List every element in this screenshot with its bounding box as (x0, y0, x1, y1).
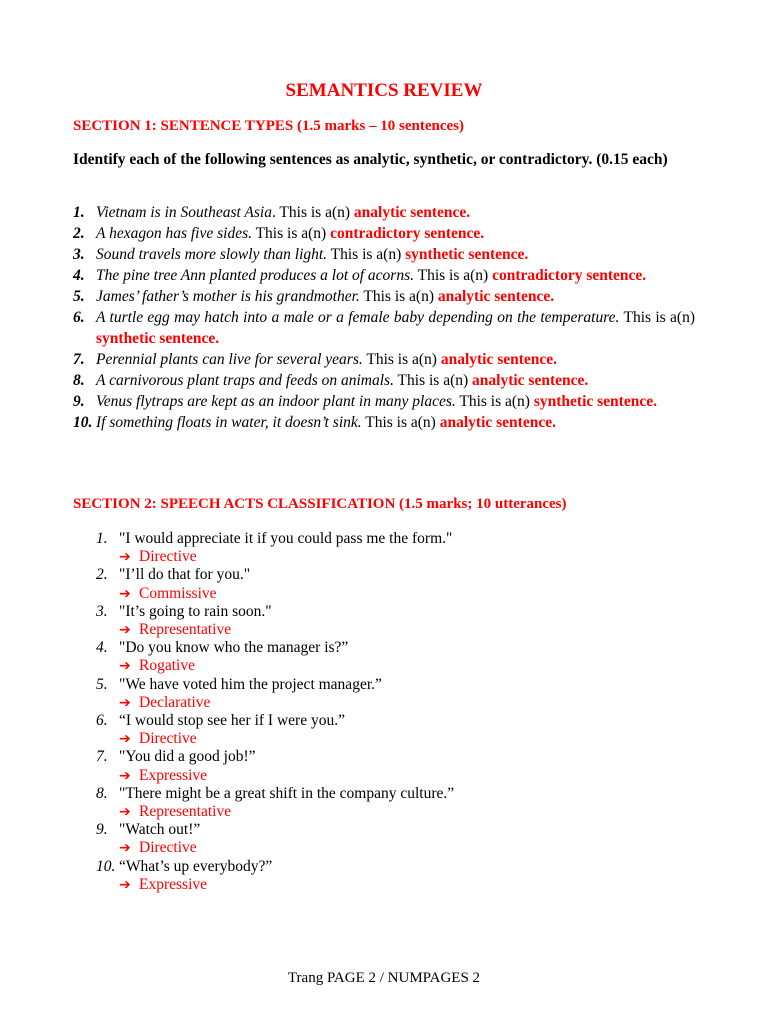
utterance-answer (119, 803, 656, 821)
right-arrow-icon: ➔ (119, 622, 131, 639)
sentence-tail: This is a(n) (327, 246, 406, 263)
utterance-number: 6. (96, 712, 108, 730)
utterance-number: 1. (96, 530, 108, 547)
sentence-number: 8. (73, 372, 85, 389)
right-arrow-icon: ➔ (119, 767, 131, 784)
utterance-number: 5. (96, 675, 108, 693)
utterance-item (96, 639, 656, 675)
section1-instructions: Identify each of the following sentences as analytic, synthetic, or contradictory. (0.15 each) (73, 151, 668, 168)
sentence-answer: analytic sentence. (440, 351, 558, 368)
speech-act-label: Commissive (139, 584, 217, 602)
right-arrow-icon: ➔ (119, 804, 131, 821)
utterance-text: "You did a good job!” (119, 748, 256, 766)
utterance-text: "There might be a great shift in the company culture.” (119, 784, 455, 802)
section1-list (73, 202, 695, 433)
utterance-answer (119, 585, 656, 603)
utterance-answer (119, 548, 656, 566)
speech-act-label: Representative (139, 803, 232, 821)
speech-act-label: Expressive (139, 766, 208, 784)
speech-act-label: Rogative (139, 657, 195, 675)
sentence-item (73, 370, 695, 391)
utterance-number: 4. (96, 639, 108, 657)
speech-act-label: Representative (139, 621, 232, 639)
utterance-number: 8. (96, 784, 108, 802)
utterance-answer (119, 657, 656, 675)
speech-act-label: Directive (139, 548, 197, 566)
section2-heading: SECTION 2: SPEECH ACTS CLASSIFICATION (1.5 marks; 10 utterances) (73, 496, 567, 512)
sentence-number: 6. (73, 309, 85, 326)
right-arrow-icon: ➔ (119, 876, 131, 893)
utterance-answer (119, 767, 656, 785)
sentence-tail: This is a(n) (359, 288, 438, 305)
utterance-text: “What’s up everybody?” (119, 857, 273, 875)
utterance-answer (119, 730, 656, 748)
speech-act-label: Declarative (139, 693, 211, 711)
sentence-item (73, 265, 695, 286)
sentence-text: Sound travels more slowly than light. (96, 246, 328, 263)
sentence-tail: This is a(n) (455, 393, 534, 410)
sentence-tail: This is a(n) (362, 351, 441, 368)
sentence-text: If something floats in water, it doesn’t sink. (96, 414, 362, 431)
utterance-answer (119, 694, 656, 712)
sentence-answer: analytic sentence. (353, 204, 471, 221)
utterance-text: "We have voted him the project manager.” (119, 675, 382, 693)
sentence-text: A turtle egg may hatch into a male or a female baby depending on the temperature. (96, 309, 620, 326)
sentence-answer: synthetic sentence. (533, 393, 657, 410)
sentence-answer: contradictory sentence. (492, 267, 647, 284)
right-arrow-icon: ➔ (119, 549, 131, 566)
sentence-text: Perennial plants can live for several years. (96, 351, 363, 368)
sentence-text: A carnivorous plant traps and feeds on animals. (96, 372, 394, 389)
sentence-item (73, 412, 695, 433)
sentence-text: Venus flytraps are kept as an indoor plant in many places. (96, 393, 456, 410)
sentence-number: 5. (73, 288, 85, 305)
sentence-number: 3. (73, 246, 85, 263)
sentence-item (73, 307, 695, 349)
utterance-text: "I’ll do that for you." (119, 566, 251, 584)
utterance-number: 7. (96, 748, 108, 766)
sentence-item (73, 286, 695, 307)
utterance-text: "I would appreciate it if you could pass me the form." (119, 530, 453, 547)
sentence-number: 10. (73, 414, 93, 431)
utterance-text: "Watch out!” (119, 821, 201, 839)
utterance-item (96, 785, 656, 821)
right-arrow-icon: ➔ (119, 840, 131, 857)
sentence-answer: analytic sentence. (472, 372, 589, 389)
utterance-item (96, 712, 656, 748)
right-arrow-icon: ➔ (119, 658, 131, 675)
sentence-text: Vietnam is in Southeast Asia (96, 204, 272, 221)
utterance-answer (119, 839, 656, 857)
utterance-item (96, 603, 656, 639)
utterance-item (96, 530, 656, 566)
utterance-answer (119, 876, 656, 894)
sentence-tail: This is a(n) (619, 309, 695, 326)
sentence-item (73, 244, 695, 265)
utterance-item (96, 748, 656, 784)
utterance-number: 2. (96, 566, 108, 584)
utterance-text: “I would stop see her if I were you.” (119, 712, 345, 730)
sentence-item (73, 202, 695, 223)
sentence-answer: analytic sentence. (439, 414, 556, 431)
sentence-text: A hexagon has five sides. (96, 225, 252, 242)
sentence-tail: . This is a(n) (271, 204, 354, 221)
sentence-tail: This is a(n) (393, 372, 473, 389)
utterance-number: 9. (96, 821, 108, 839)
sentence-number: 1. (73, 204, 85, 221)
sentence-item (73, 349, 695, 370)
sentence-tail: This is a(n) (251, 225, 331, 242)
utterance-item (96, 566, 656, 602)
sentence-answer: synthetic sentence. (405, 246, 529, 263)
utterance-answer (119, 621, 656, 639)
sentence-text: The pine tree Ann planted produces a lot of acorns. (96, 267, 414, 284)
sentence-item (73, 391, 695, 412)
speech-act-label: Directive (139, 730, 197, 748)
sentence-item (73, 223, 695, 244)
sentence-number: 4. (73, 267, 85, 284)
sentence-number: 9. (73, 393, 85, 410)
sentence-tail: This is a(n) (414, 267, 493, 284)
sentence-number: 2. (73, 225, 85, 242)
right-arrow-icon: ➔ (119, 694, 131, 711)
utterance-number: 10. (96, 857, 116, 875)
sentence-number: 7. (73, 351, 85, 368)
section1-heading: SECTION 1: SENTENCE TYPES (1.5 marks – 10 sentences) (73, 118, 465, 134)
page-title: SEMANTICS REVIEW (285, 80, 483, 101)
page-footer: Trang PAGE 2 / NUMPAGES 2 (287, 970, 481, 986)
right-arrow-icon: ➔ (119, 731, 131, 748)
utterance-item (96, 676, 656, 712)
speech-act-label: Expressive (139, 875, 208, 893)
utterance-number: 3. (96, 602, 108, 620)
speech-act-label: Directive (139, 839, 197, 857)
sentence-answer: synthetic sentence. (96, 330, 220, 347)
utterance-item (96, 858, 656, 894)
sentence-answer: analytic sentence. (437, 288, 555, 305)
sentence-answer: contradictory sentence. (330, 225, 485, 242)
utterance-text: "Do you know who the manager is?” (119, 639, 349, 657)
right-arrow-icon: ➔ (119, 585, 131, 602)
sentence-text: James’ father’s mother is his grandmother. (96, 288, 360, 305)
sentence-tail: This is a(n) (361, 414, 440, 431)
section2-list (96, 530, 656, 894)
utterance-text: "It’s going to rain soon." (119, 602, 272, 620)
utterance-item (96, 821, 656, 857)
